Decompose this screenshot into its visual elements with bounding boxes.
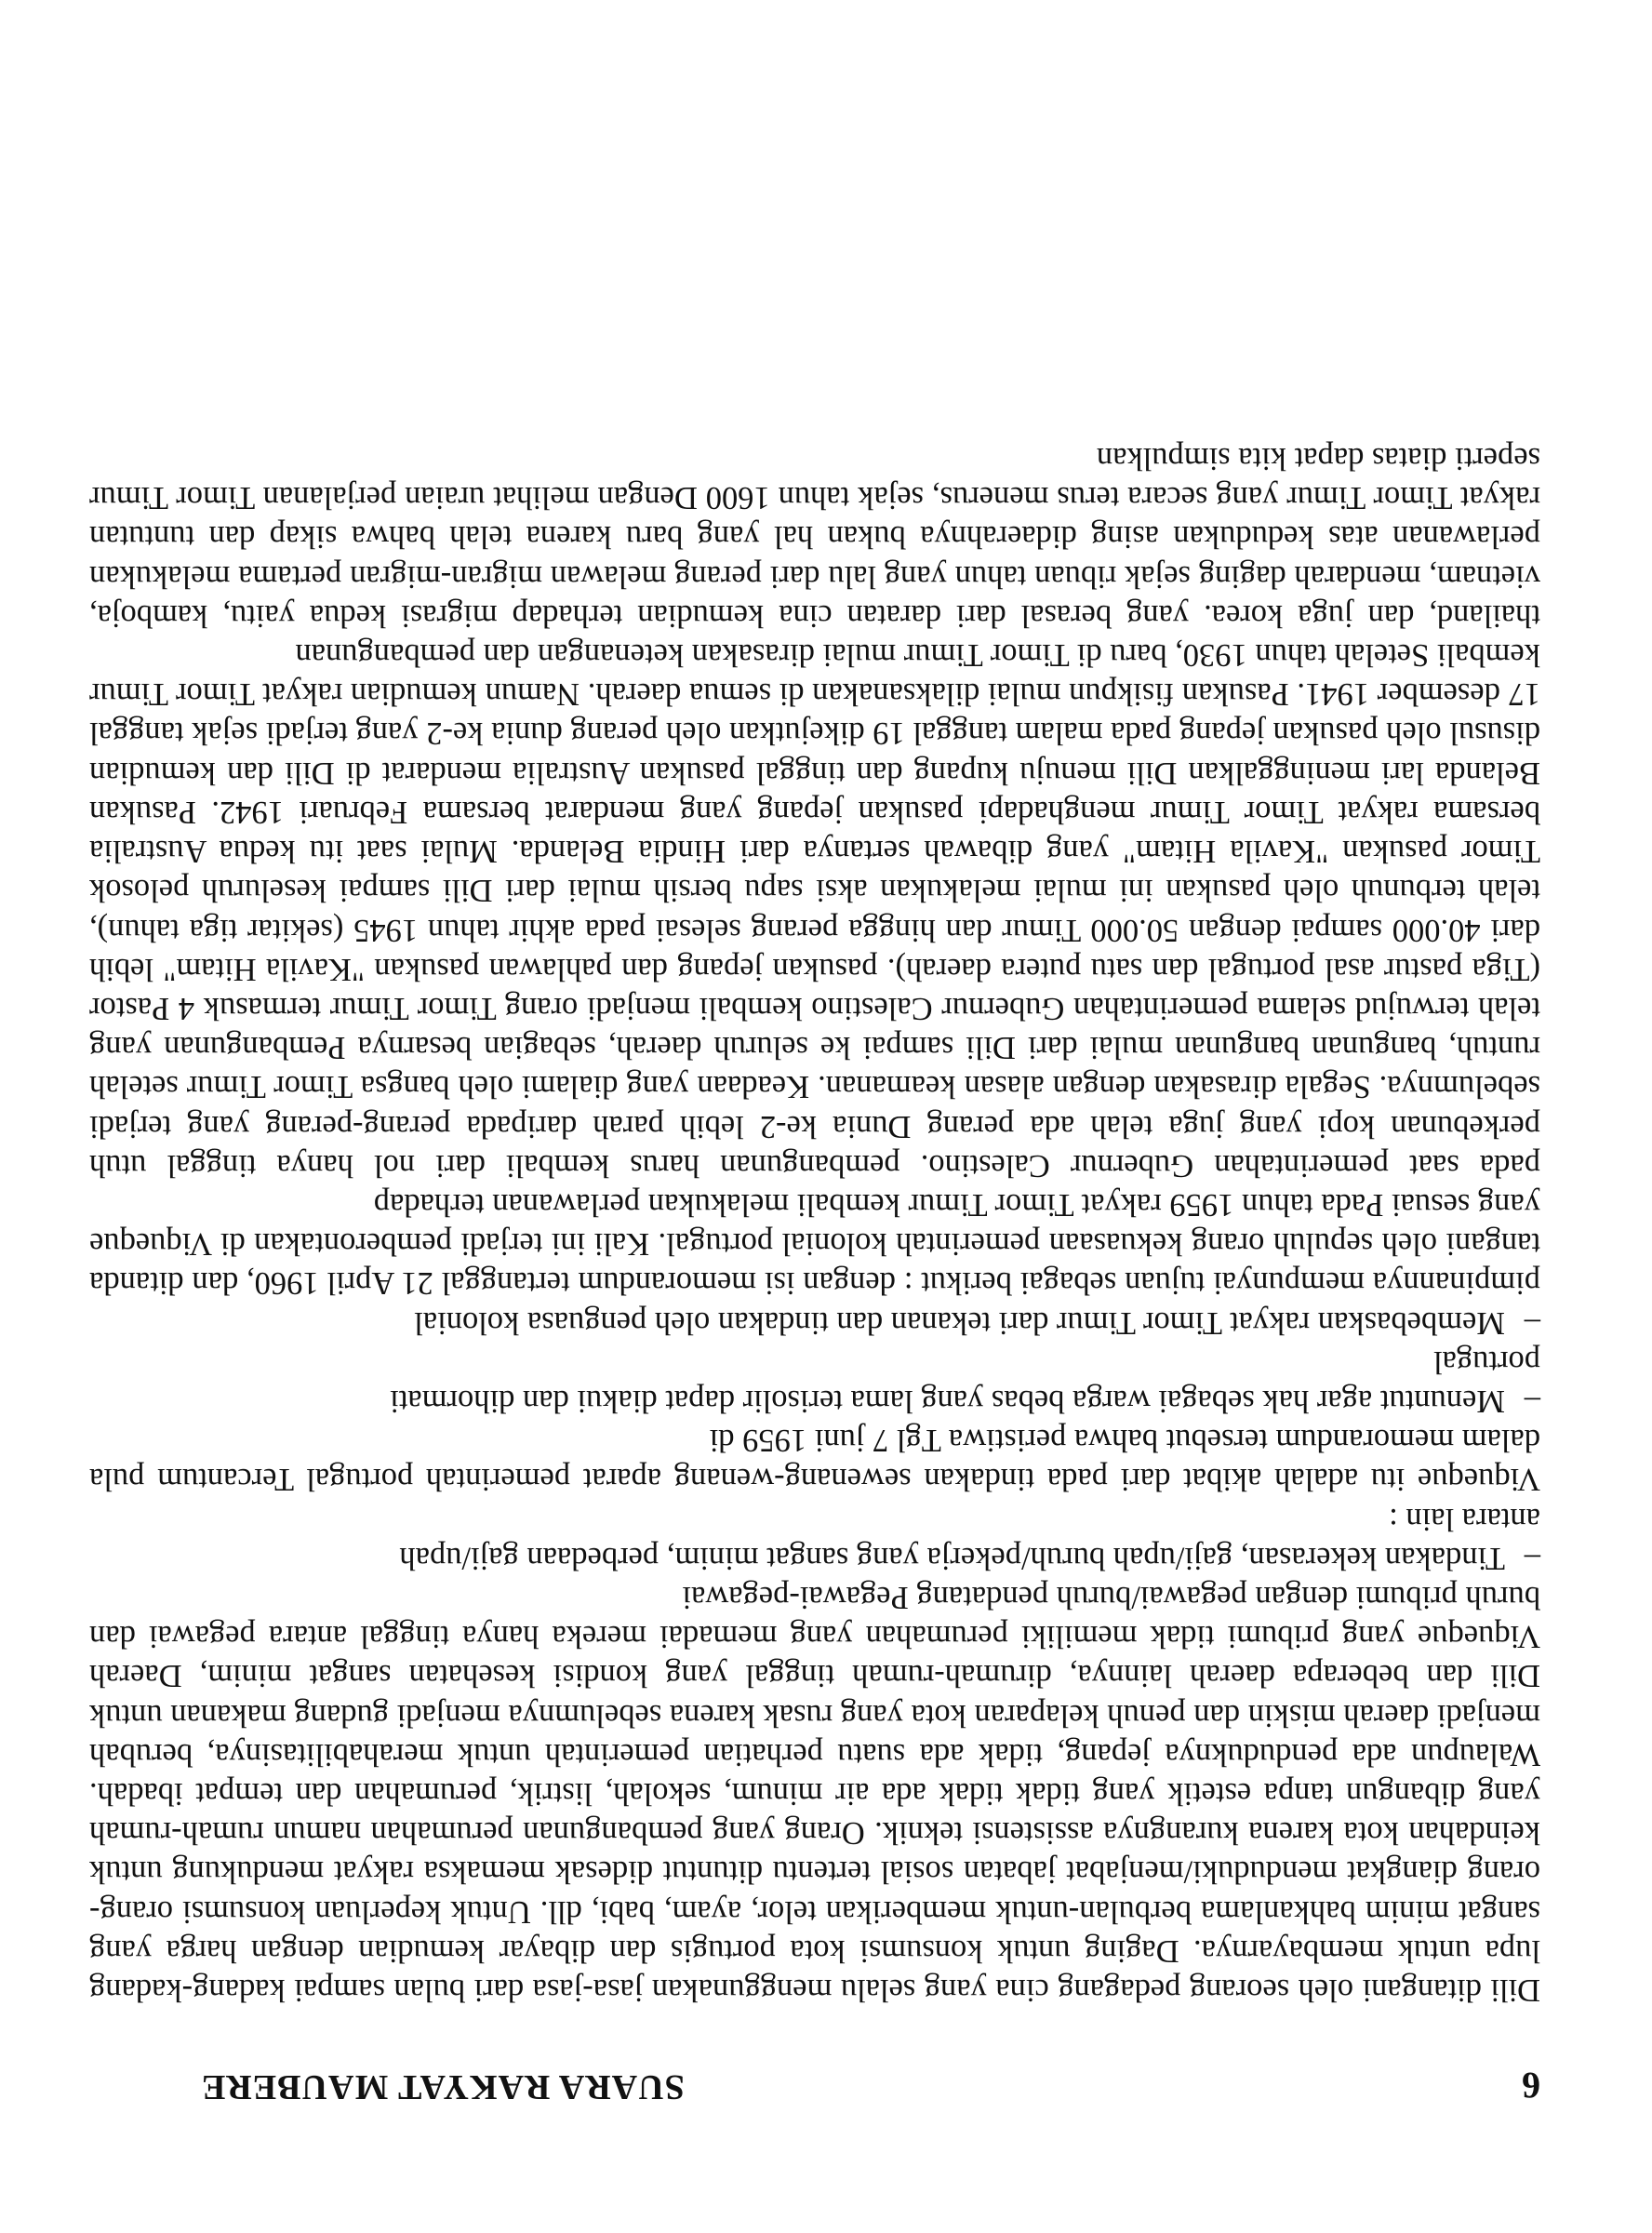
bullet-text: Membebaskan rakyat Timor Timur dari tekanan dan tindakan oleh penguasa kolonial	[414, 1304, 1505, 1341]
paragraph-conclusion: thailand, dan juga korea. yang berasal dari daratan cina kemudian terhadap migrasi kedua yaitu, kamboja, vietnam, mendarah daging sejak ribuan tahun yang lalu dari perang melawan migran-migran pertama melakukan perlawanan atas kedudukan asing didaerahnya bukan hal yang baru karena telah bahwa sikap dan tuntutan rakyat Timor Timur yang secara terus menerus, sejak tahun 1600 Dengan melihat uraian perjalanan Timor Timur seperti diatas dapat kita simpulkan	[89, 441, 1540, 634]
paragraph-1959-rebellion: pimpinannya mempunyai tujuan sebagai berikut : dengan isi memorandum tertanggal 21 April 1960, dan ditanda tangani oleh sepuluh orang kekuasaan pemerintah kolonial portugal. Kali ini terjadi pemberontakan di Viqueque yang sesuai Pada tahun 1959 rakyat Timor Timur kembali melakukan perlawanan terhadap	[89, 1186, 1540, 1302]
bullet-membebaskan-rakyat	[89, 1303, 1540, 1342]
body-text	[89, 439, 1540, 2010]
paragraph-world-war-2: pada saat pemerintahan Gubernur Calestino. pembangunan harus kembali dari nol hanya tinggal utuh perkebunan kopi yang juga telah ada perang Dunia ke-2 lebih parah daripada perang-perang yang terjadi sebelumnya. Segala dirasakan dengan alasan keamanan. Keadaan yang dialami oleh bangsa Timor Timur setelah runtuh, bangunan bangunan mulai dari Dili sampai ke seluruh daerah, sebagian besarnya Pembangunan yang telah terwujud selama pemerintahan Gubernur Calestino kembali menjadi orang Timor Timur termasuk 4 Pastor (Tiga pastur asal portugal dan satu putera daerah). pasukan jepang dan pahlawan pasukan "Kavila Hitam" lebih dari 40.000 sampai dengan 50.000 Timur dan hingga perang selesai pada akhir tahun 1945 (sekitar tiga tahun), telah terbunuh oleh pasukan ini mulai melakukan aksi sapu bersih mulai dari Dili sampai keseluruh pelosok Timor pasukan "Kavila Hitam" yang dibawah sertanya dari Hindia Belanda. Mulai saat itu kedua Australia bersama rakyat Timor Timur menghadapi pasukan jepang yang mendarat bersama Februari 1942. Pasukan Belanda lari meninggalkan Dili menuju kupang dan tinggal pasukan Australia mendarat di Dili dan kemudian disusul oleh pasukan jepang pada malam tanggal 19 dikejutkan oleh perang dunia ke-2 yang terjadi sejak tanggal 17 desember 1941. Pasukan fisikpun mulai dilaksanakan di semua daerah. Namun kemudian rakyat Timor Timur kembali Setelah tahun 1930, baru di Timor Timur mulai dirasakan ketenangan dan pembangunan	[89, 637, 1540, 1183]
page-header	[201, 2052, 1540, 2107]
bullet-dash: –	[1524, 1304, 1540, 1341]
bullet-dash: –	[1524, 1383, 1540, 1419]
paragraph-viqueque-memorandum: Viqueque itu adalah akibat dari pada tindakan sewenang-wenang aparat pemerintah portugal Tercantum pula dalam memorandum tersebut bahwa peristiwa Tgl 7 juni 1959 di	[89, 1423, 1540, 1498]
bullet-text: Tindakan kekerasan, gaji/upah buruh/pekerja yang sangat minim, perbedaan gaji/upah	[399, 1540, 1505, 1576]
bullet-dash: –	[1524, 1540, 1540, 1576]
page-number: 6	[1522, 2065, 1540, 2106]
bullet-menuntut-hak	[89, 1382, 1540, 1421]
bullet-text: Menuntut agar hak sebagai warga bebas yang lama terisolir dapat diakui dan dihormati	[390, 1383, 1505, 1419]
bullet-tindakan-kekerasan	[89, 1539, 1540, 1578]
paragraph-portugal: portugal	[1433, 1344, 1540, 1380]
running-title: SUARA RAKYAT MAUBERE	[201, 2067, 685, 2106]
paragraph-antara-lain: antara lain :	[1389, 1501, 1540, 1537]
paragraph-dili-consumption: Dili ditangani oleh seorang pedagang cina yang selalu menggunakan jasa-jasa dari bulan sampai kadang-kadang lupa untuk membayarnya. Daging untuk konsumsi kota portugis dan dibayar kemudian dengan harga yang sangat minim bahkanlama berbulan-untuk memberikan telor, ayam, babi, dll. Untuk keperluan konsumsi orang-orang diangkat menduduki/menjabat jabatan sosial tertentu dituntut didesak memaksa rakyat mendukung untuk keindahan kota karena kurangnya assistensi teknik. Orang yang pembangunan perumahan namun rumah-rumah yang dibangun tanpa estetik yang tidak tidak ada air minum, sekolah, listrik, perumahan dan tempat ibadah. Walaupun ada penduduknya jepang, tidak ada suatu perhatian pemerintah untuk merahabilitasinya, berubah menjadi daerah miskin dan penuh kelaparan kota yang rusak karena sebelumnya menjadi gudang makanan untuk Dili dan beberapa daerah lainnya, dirumah-rumah tinggal yang kondisi kesehatan sangat minim, Daerah Viqueque yang pribumi tidak memiliki perumahan yang memadai mereka hanya tinggal antara pegawai dan buruh pribumi dengan pegawai/buruh pendatang Pegawai-pegawai	[89, 1579, 1540, 2008]
